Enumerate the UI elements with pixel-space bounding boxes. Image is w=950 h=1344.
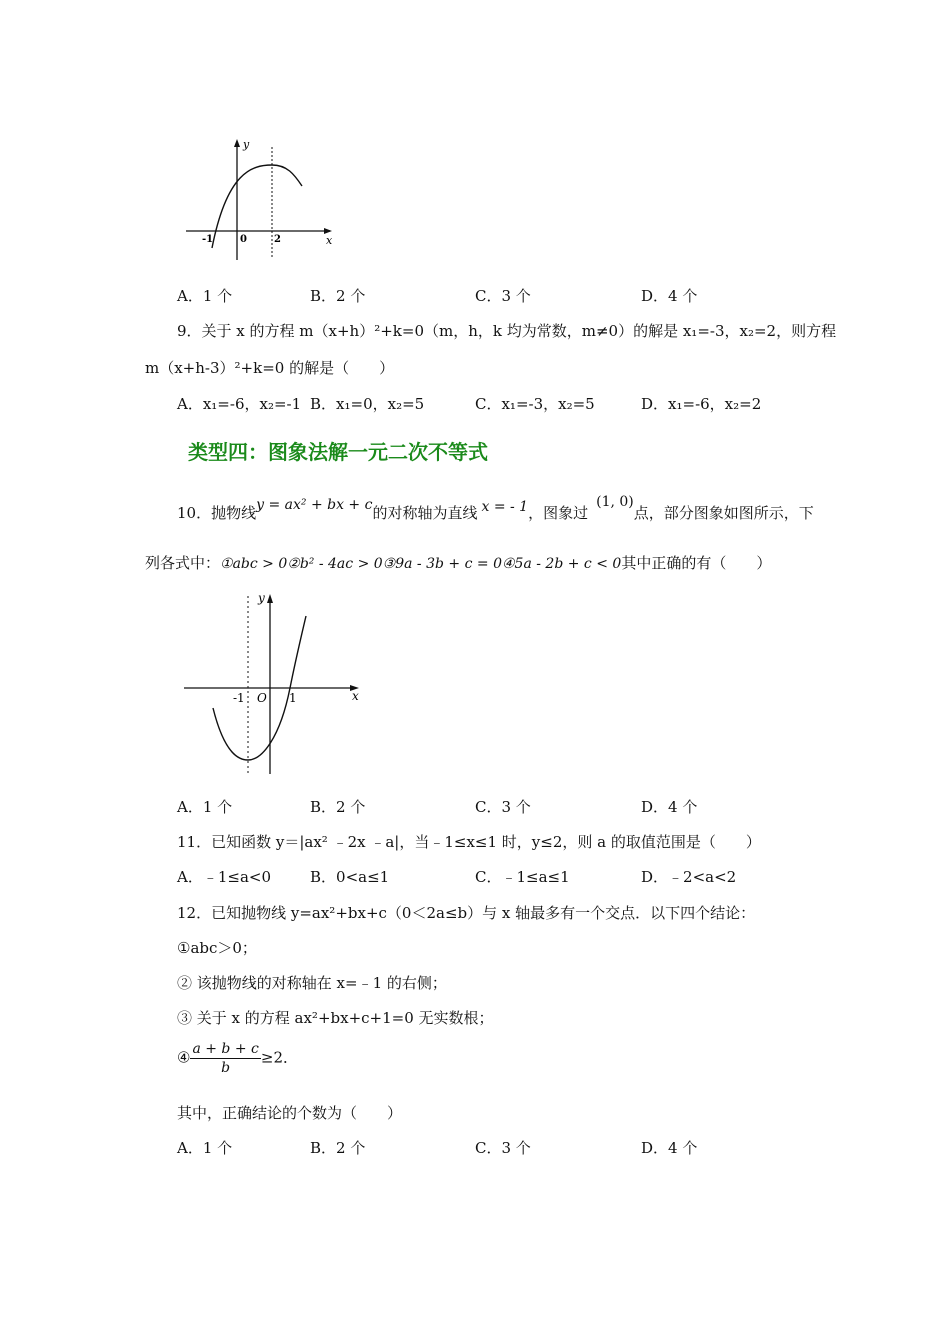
q8-option-a: A．1 个 bbox=[177, 287, 233, 305]
tick-2: 2 bbox=[274, 234, 281, 245]
q10-point: (1, 0) bbox=[596, 494, 634, 510]
q11-text: 11．已知函数 y＝|ax² ﹣2x ﹣a|，当﹣1≤x≤1 时，y≤2，则 a 的取值范围是（ ） bbox=[177, 833, 761, 851]
q11-option-a: A．﹣1≤a<0 bbox=[177, 868, 271, 886]
q12-question: 其中，正确结论的个数为（ ） bbox=[177, 1104, 403, 1122]
q12-option-d: D．4 个 bbox=[641, 1139, 698, 1157]
q9-line-2: m（x+h-3）²+k=0 的解是（ ） bbox=[145, 359, 395, 377]
q10-conclusion-4: ④5a - 2b + c < 0 bbox=[501, 556, 622, 572]
q12-conclusion-3: ③ 关于 x 的方程 ax²+bx+c+1=0 无实数根； bbox=[177, 1009, 494, 1027]
q12-text: 12．已知抛物线 y=ax²+bx+c（0＜2a≤b）与 x 轴最多有一个交点．以下四个结论： bbox=[177, 904, 756, 922]
x-axis-label: x bbox=[326, 234, 333, 247]
q9-option-c: C．x₁=-3，x₂=5 bbox=[475, 395, 595, 413]
tick-neg1: -1 bbox=[233, 691, 245, 705]
y-axis-label: y bbox=[243, 138, 250, 151]
x-axis-label: x bbox=[352, 689, 359, 703]
parabola-graph-2 bbox=[180, 588, 370, 778]
q10-line-2 bbox=[145, 556, 771, 571]
q11-option-c: C．﹣1≤a≤1 bbox=[475, 868, 570, 886]
q10-conclusion-2: ②b² - 4ac > 0 bbox=[287, 556, 383, 572]
q10-conclusion-1: ①abc > 0 bbox=[220, 556, 288, 572]
q10-option-a: A．1 个 bbox=[177, 798, 233, 816]
q12-option-c: C．3 个 bbox=[475, 1139, 531, 1157]
q12-option-a: A．1 个 bbox=[177, 1139, 233, 1157]
origin-label: O bbox=[257, 691, 267, 705]
q10-axis-equation: x = - 1 bbox=[481, 499, 529, 515]
q12-c4-fraction bbox=[190, 1042, 260, 1075]
q9-option-b: B．x₁=0，x₂=5 bbox=[310, 395, 425, 413]
q10-mid1: 的对称轴为直线 bbox=[372, 504, 478, 522]
y-axis-label: y bbox=[258, 591, 265, 605]
q10-line-1 bbox=[177, 494, 814, 522]
q9-option-a: A．x₁=-6，x₂=-1 bbox=[177, 395, 302, 413]
q12-conclusion-1: ①abc＞0； bbox=[177, 939, 257, 957]
q12-conclusion-4 bbox=[177, 1042, 298, 1075]
q12-c4-prefix: ④ bbox=[177, 1048, 191, 1067]
y-axis-arrow bbox=[234, 139, 240, 147]
q10-equation: y = ax² + bx + c bbox=[256, 497, 373, 513]
q11-option-b: B．0<a≤1 bbox=[310, 868, 390, 886]
q10-mid2: ，图象过 bbox=[528, 504, 589, 522]
parabola-graph-1 bbox=[182, 132, 342, 267]
q12-option-b: B．2 个 bbox=[310, 1139, 366, 1157]
section-heading: 类型四：图象法解一元二次不等式 bbox=[188, 440, 488, 464]
q10-conclusion-3: ③9a - 3b + c = 0 bbox=[382, 556, 502, 572]
q10-line2-prefix: 列各式中： bbox=[145, 554, 221, 572]
q11-option-d: D．﹣2<a<2 bbox=[641, 868, 737, 886]
q10-option-c: C．3 个 bbox=[475, 798, 531, 816]
tick-1: 1 bbox=[289, 691, 297, 705]
q10-prefix: 10．抛物线 bbox=[177, 504, 257, 522]
q8-option-d: D．4 个 bbox=[641, 287, 698, 305]
q9-line-1: 9．关于 x 的方程 m（x+h）²+k=0（m，h，k 均为常数，m≠0）的解是 x₁=-3，x₂=2，则方程 bbox=[177, 322, 837, 340]
q9-option-d: D．x₁=-6，x₂=2 bbox=[641, 395, 762, 413]
q10-option-b: B．2 个 bbox=[310, 798, 366, 816]
q10-line2-suffix: 其中正确的有（ ） bbox=[621, 554, 772, 572]
q12-c4-numerator: a + b + c bbox=[192, 1041, 259, 1057]
parabola-curve bbox=[212, 165, 302, 248]
q8-option-b: B．2 个 bbox=[310, 287, 366, 305]
y-axis-arrow bbox=[267, 594, 273, 603]
q12-c4-denominator: b bbox=[221, 1060, 231, 1076]
tick-0: 0 bbox=[240, 234, 247, 245]
q8-option-c: C．3 个 bbox=[475, 287, 531, 305]
tick-neg1: -1 bbox=[202, 234, 214, 245]
q10-option-d: D．4 个 bbox=[641, 798, 698, 816]
q10-suffix: 点，部分图象如图所示，下 bbox=[633, 504, 814, 522]
q12-conclusion-2: ② 该抛物线的对称轴在 x=﹣1 的右侧； bbox=[177, 974, 447, 992]
q12-c4-suffix: ≥2． bbox=[260, 1048, 298, 1067]
